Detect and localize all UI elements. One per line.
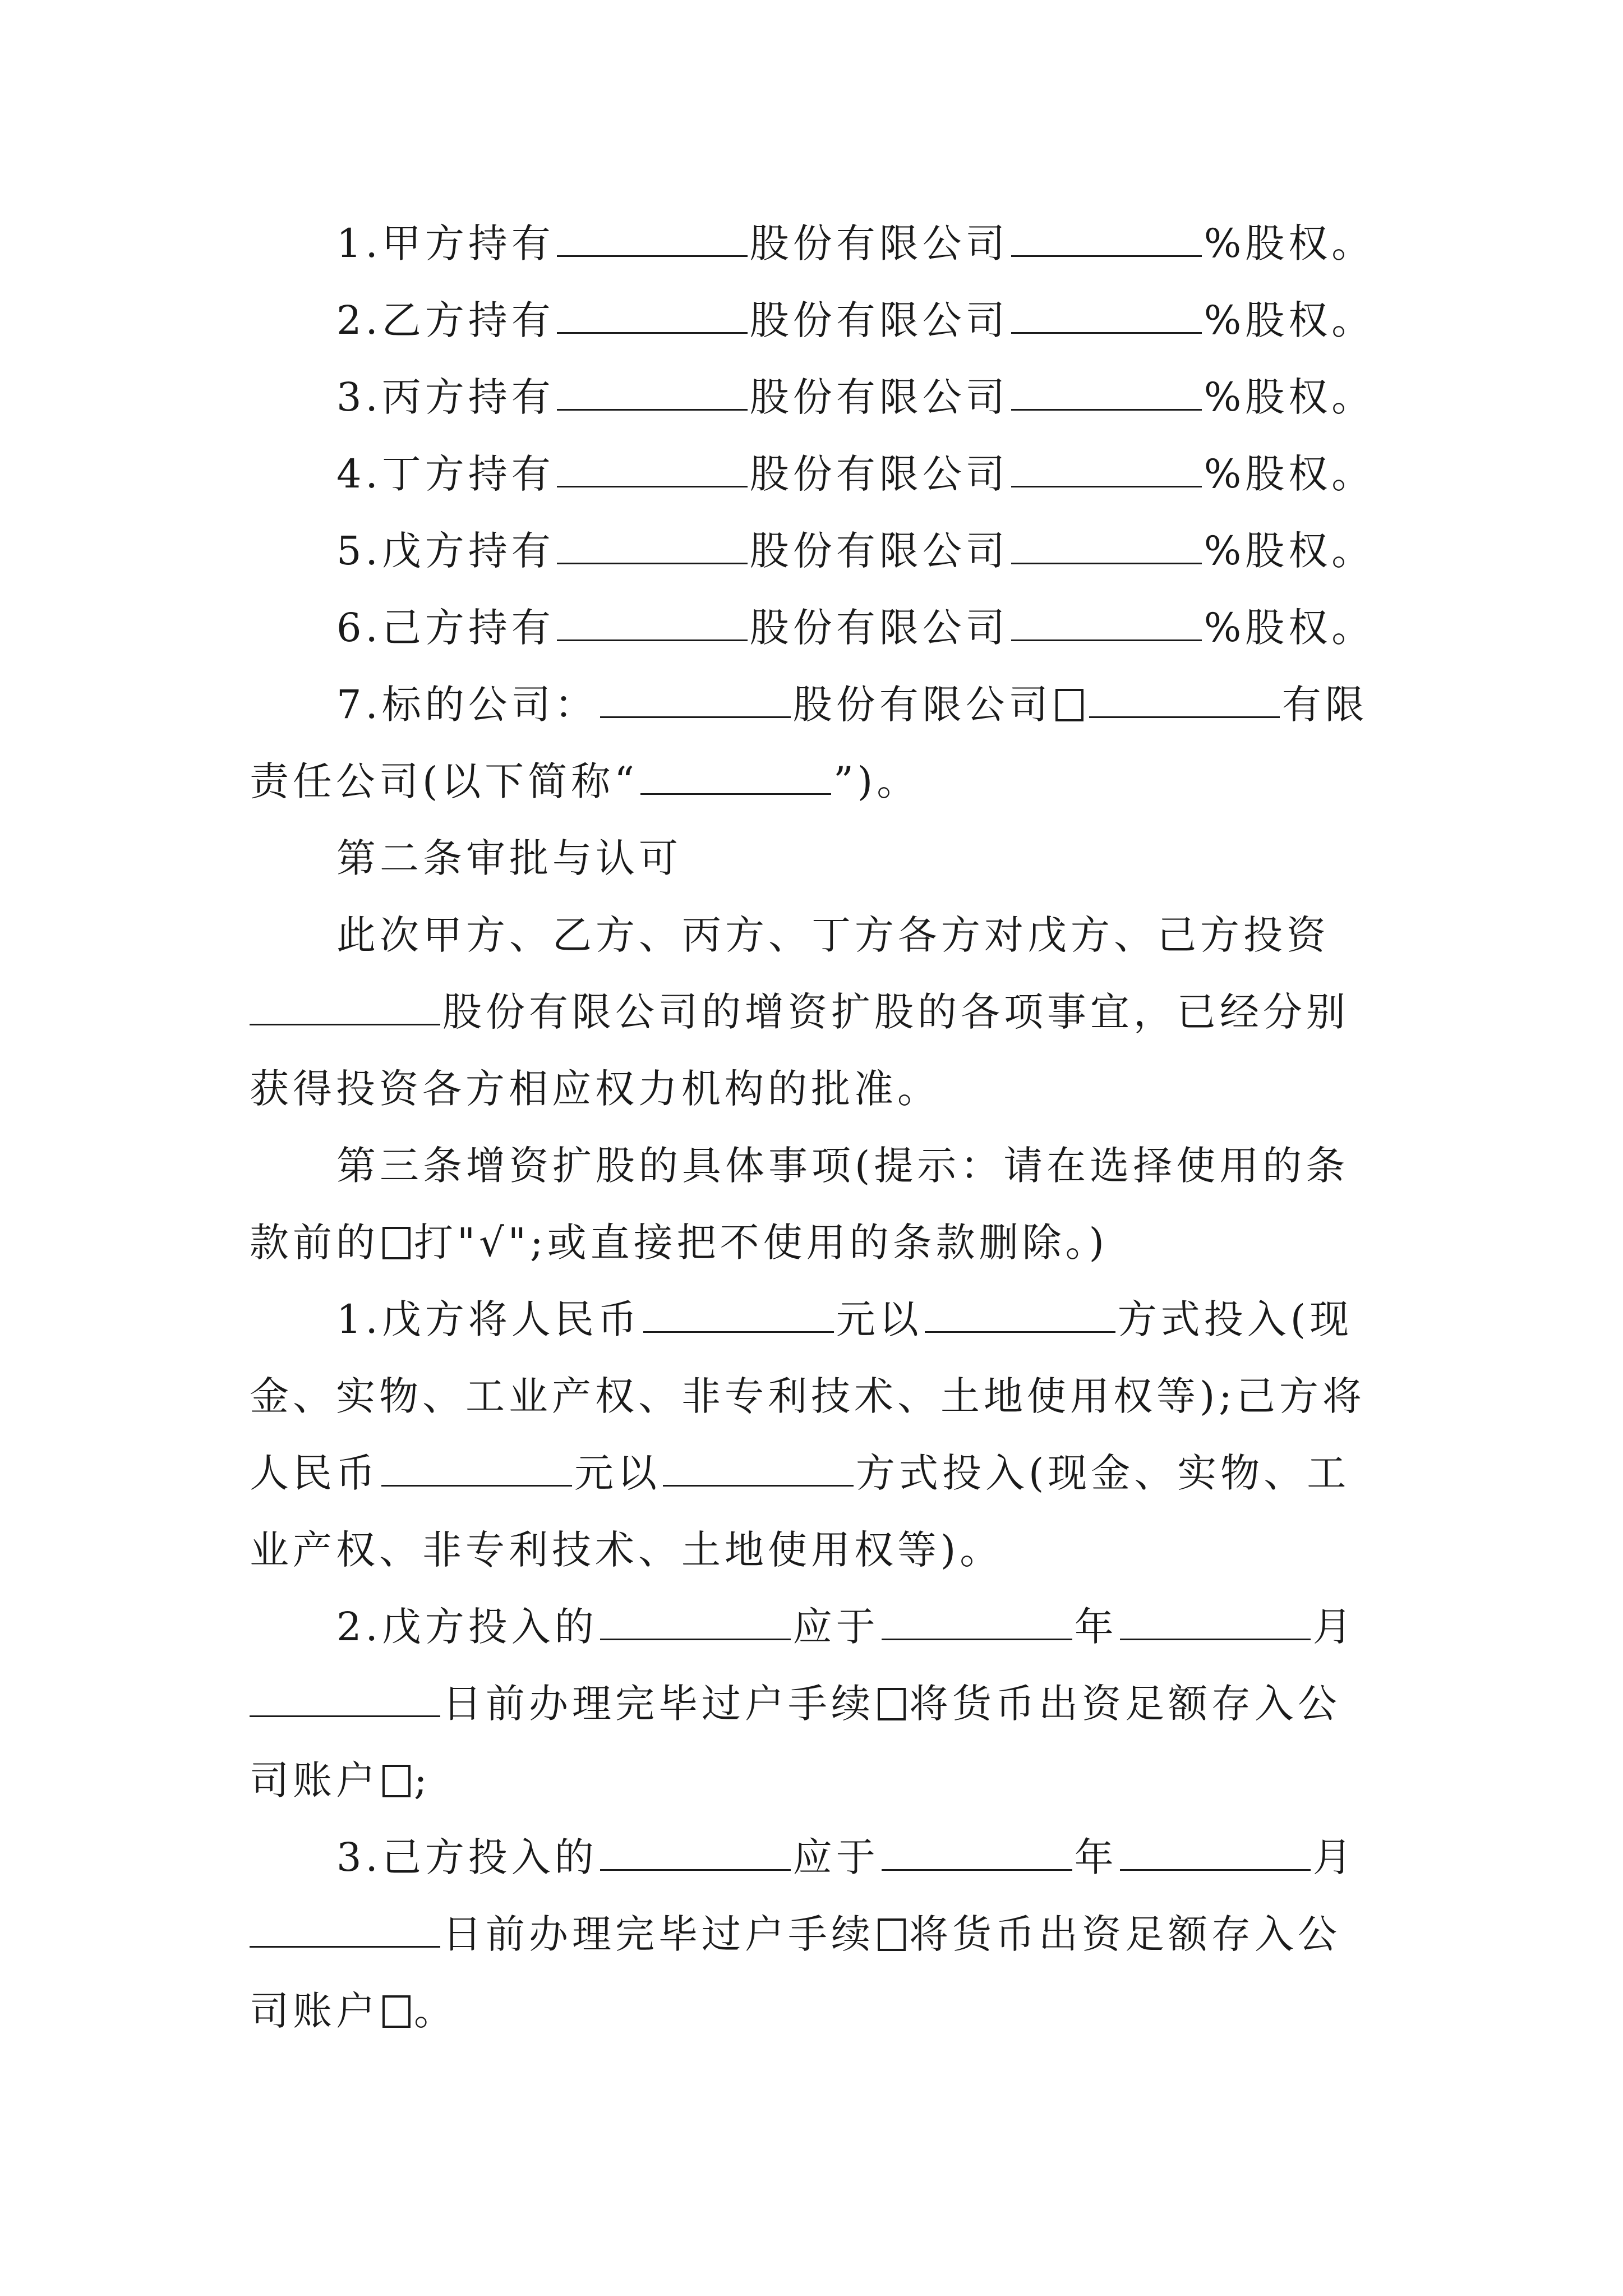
checkbox-square (382, 1227, 411, 1259)
shareholding-item-2: 2.乙方持有 股份有限公司 %股权。 (336, 297, 1375, 343)
checkbox-square (878, 1918, 906, 1951)
blank-line (600, 711, 791, 718)
blank-line (250, 1710, 440, 1717)
blank-line (557, 250, 748, 257)
blank-line (1011, 480, 1202, 487)
shareholding-item-3: 3.丙方持有 股份有限公司 %股权。 (336, 374, 1375, 420)
clause-2: 2.戊方投入的 应于 年 月 日前办理完毕过户手续 将货币出资足额存入公 司账户 ; (250, 1604, 1356, 1803)
clause-1: 1.戊方将人民币 元以 方式投入(现 金、实物、工业产权、非专利技术、土地使用权等);己方将 人民币 元以 方式投入(现金、实物、工 业产权、非专利技术、土地使用权等)。 (250, 1296, 1366, 1573)
clause-3: 3.己方投入的 应于 年 月 日前办理完毕过户手续 将货币出资足额存入公 司账户 。 (250, 1834, 1356, 2034)
shareholding-item-4: 4.丁方持有 股份有限公司 %股权。 (336, 451, 1375, 497)
blank-line (557, 403, 748, 411)
blank-line (882, 1864, 1072, 1871)
blank-line (925, 1326, 1115, 1333)
blank-line (1089, 711, 1280, 718)
blank-line (663, 1479, 854, 1487)
shareholding-item-1: 1.甲方持有 股份有限公司 %股权。 (336, 220, 1375, 266)
checkbox-square (878, 1688, 906, 1720)
blank-line (643, 1326, 834, 1333)
target-company-item: 7.标的公司： 股份有限公司 有限 责任公司(以下简称“ ”)。 (250, 682, 1368, 804)
blank-line (600, 1633, 791, 1640)
blank-line (640, 788, 831, 795)
blank-line (381, 1479, 572, 1487)
article-2-body: 此次甲方、乙方、丙方、丁方各方对戊方、己方投资 股份有限公司的增资扩股的各项事宜，已经分别 获得投资各方相应权力机构的批准。 (250, 912, 1349, 1112)
blank-line (1120, 1864, 1311, 1871)
blank-line (250, 1940, 440, 1948)
blank-line (557, 634, 748, 641)
blank-line (1011, 250, 1202, 257)
checkbox-square (382, 1765, 411, 1797)
blank-line (1011, 326, 1202, 334)
blank-line (1011, 634, 1202, 641)
blank-line (600, 1864, 791, 1871)
blank-line (1011, 403, 1202, 411)
article-2-title: 第二条审批与认可 (336, 835, 682, 881)
article-3-title: 第三条增资扩股的具体事项(提示：请在选择使用的条 款前的 打"√";或直接把不使用的条款删除。) (250, 1143, 1349, 1266)
checkbox-square (1055, 689, 1083, 721)
checkbox-square (382, 1995, 411, 2028)
blank-line (557, 557, 748, 564)
blank-line (557, 480, 748, 487)
blank-line (882, 1633, 1072, 1640)
shareholding-item-5: 5.戊方持有 股份有限公司 %股权。 (336, 528, 1375, 574)
blank-line (557, 326, 748, 334)
blank-line (1120, 1633, 1311, 1640)
shareholding-item-6: 6.己方持有 股份有限公司 %股权。 (336, 605, 1375, 651)
blank-line (250, 1018, 440, 1025)
blank-line (1011, 557, 1202, 564)
